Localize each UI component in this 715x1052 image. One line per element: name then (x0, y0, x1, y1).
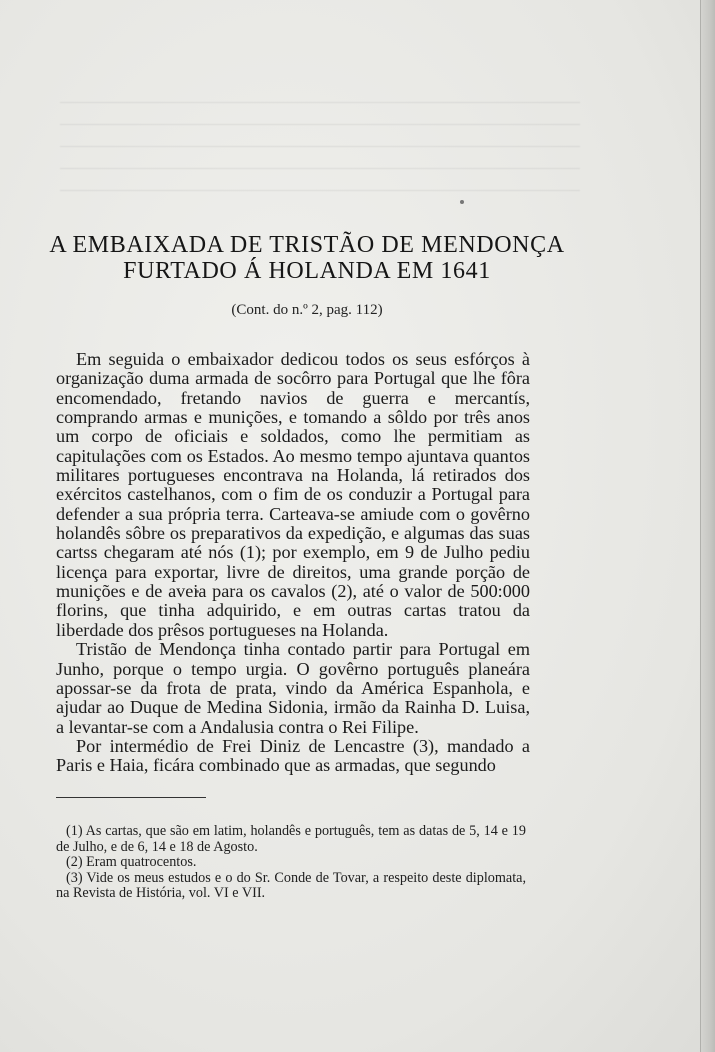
footnote-separator (56, 797, 206, 798)
title-line-1: A EMBAIXADA DE TRISTÃO DE MENDONÇA (49, 232, 565, 258)
paragraph: Em seguida o embaixador dedicou todos os seus esfórços à organização duma armada de socôrro para Portugal que lhe fôra encomendado, fretando navios de guerra e mercantís, comprando armas e munições, e tomando a sôldo por três anos um corpo de oficiais e soldados, como lhe permitiam as capitulações com os Estados. Ao mesmo tempo ajuntava quantos militares portugueses encontrava na Holanda, lá retirados dos exércitos castelhanos, com o fim de os conduzir a Portugal para defender a sua própria terra. Carteava-se amiude com o govêrno holandês sôbre os preparativos da expedição, e algumas das suas cartss chegaram até nós (1); por exemplo, em 9 de Julho pediu licença para exportar, livre de direitos, uma grande porção de munições e de aveia para os cavalos (2), até o valor de 500:000 florins, que tinha adquirido, e em outras cartas tratou da liberdade dos prêsos portugueses na Holanda. (56, 349, 530, 640)
paragraph: Tristão de Mendonça tinha contado partir para Portugal em Junho, porque o tempo urgia. O govêrno português planeára apossar-se da frota de prata, vindo da América Espanhola, e ajudar ao Duque de Medina Sidonia, irmão da Rainha D. Luisa, a levantar-se com a Andalusia contra o Rei Filipe. (56, 639, 530, 737)
paragraph: Por intermédio de Frei Diniz de Lencastre (3), mandado a Paris e Haia, ficára combinado que as armadas, que segundo (56, 735, 530, 776)
footnote-2: (2) Eram quatrocentos. (66, 854, 197, 870)
article-title (40, 232, 574, 284)
footnote-1: (1) As cartas, que são em latim, holandês e português, tem as datas de 5, 14 e 19 de Julho, e de 6, 14 e 18 de Agosto. (56, 823, 526, 855)
show-through-text (60, 88, 580, 208)
ink-speck (460, 200, 464, 204)
page-edge (700, 0, 715, 1052)
continuation-note: (Cont. do n.º 2, pag. 112) (231, 302, 383, 318)
title-line-2: FURTADO Á HOLANDA EM 1641 (123, 258, 491, 284)
footnote-3: (3) Vide os meus estudos e o do Sr. Conde de Tovar, a respeito deste diplomata, na Revista de História, vol. VI e VII. (56, 869, 526, 901)
footnotes (56, 824, 526, 902)
article-body (56, 350, 530, 776)
